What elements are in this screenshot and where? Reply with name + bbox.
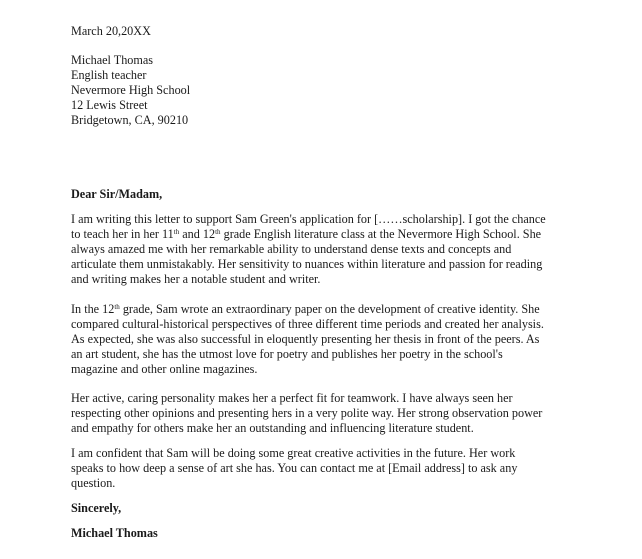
- paragraph-1-line-5: and writing makes her a notable student and writer.: [71, 272, 321, 286]
- paragraph-4-line-2: speaks to how deep a sense of art she has. You can contact me at [Email address] to ask any: [71, 461, 518, 475]
- paragraph-2-line-4: an art student, she has the utmost love for poetry and publishes her poetry in the school's: [71, 347, 503, 361]
- paragraph-1-line-1: I am writing this letter to support Sam Green's application for [……scholarship]. I got the chance: [71, 212, 546, 226]
- paragraph-4-line-3: question.: [71, 476, 116, 490]
- recipient-school: Nevermore High School: [71, 83, 191, 97]
- superscript-ordinal: th: [114, 303, 120, 311]
- paragraph-2-line-5: magazine and other online magazines.: [71, 362, 258, 376]
- letter-date: March 20,20XX: [71, 24, 151, 38]
- paragraph-1-line-4: articulate them unmistakably. Her sensitivity to nuances within literature and passion for reading: [71, 257, 543, 271]
- signature-name: Michael Thomas: [71, 526, 158, 540]
- recipient-city: Bridgetown, CA, 90210: [71, 113, 189, 127]
- recipient-name: Michael Thomas: [71, 53, 154, 67]
- paragraph-4-line-1: I am confident that Sam will be doing some great creative activities in the future. Her work: [71, 446, 516, 460]
- recipient-street: 12 Lewis Street: [71, 98, 148, 112]
- paragraph-1-line-3: always amazed me with her remarkable ability to understand dense texts and concepts and: [71, 242, 512, 256]
- recipient-title: English teacher: [71, 68, 147, 82]
- paragraph-3-line-1: Her active, caring personality makes her a perfect fit for teamwork. I have always seen her: [71, 391, 513, 405]
- paragraph-1-line-2: to teach her in her 11th and 12th grade English literature class at the Nevermore High School. She: [71, 227, 542, 241]
- paragraph-3-line-2: respecting other opinions and presenting hers in a very polite way. Her strong observation power: [71, 406, 543, 420]
- salutation: Dear Sir/Madam,: [71, 187, 163, 201]
- superscript-ordinal: th: [215, 228, 221, 236]
- paragraph-2-line-1: In the 12th grade, Sam wrote an extraordinary paper on the development of creative identity. She: [71, 302, 540, 316]
- paragraph-2-line-2: compared cultural-historical perspectives of three different time periods and created her analysis.: [71, 317, 544, 331]
- paragraph-3-line-3: and empathy for others make her an outstanding and influencing literature student.: [71, 421, 474, 435]
- closing: Sincerely,: [71, 501, 122, 515]
- superscript-ordinal: th: [173, 228, 180, 236]
- paragraph-2-line-3: As expected, she was also successful in eloquently presenting her thesis in front of the peers. As: [71, 332, 540, 346]
